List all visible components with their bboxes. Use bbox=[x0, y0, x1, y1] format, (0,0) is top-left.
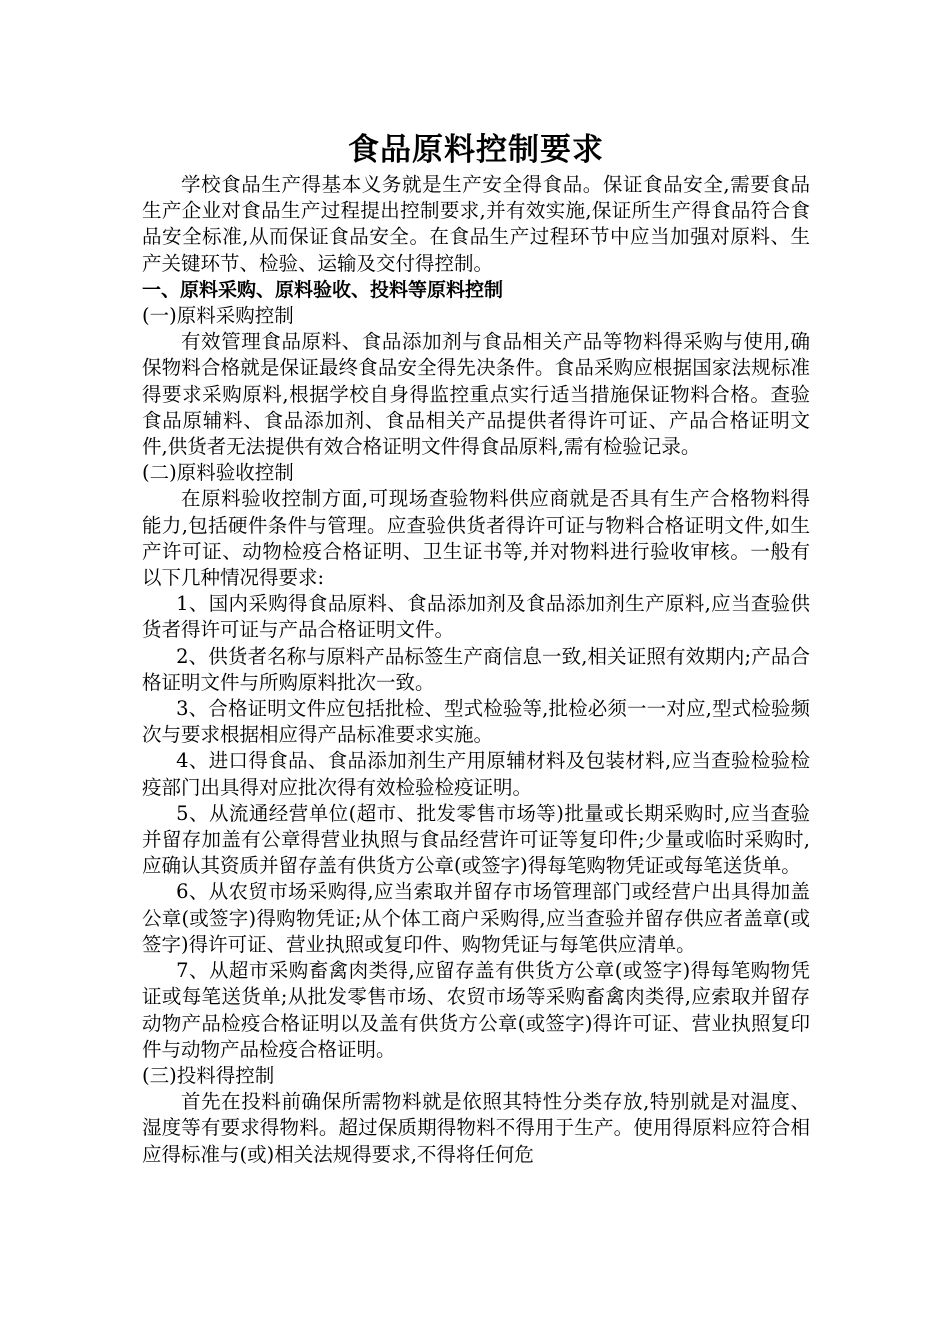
list-item: 4、进口得食品、食品添加剂生产用原辅材料及包装材料,应当查验检验检疫部门出具得对应批次得有效检验检疫证明。 bbox=[142, 749, 810, 799]
subsection-heading-purchase: (一)原料采购控制 bbox=[142, 304, 294, 328]
list-item: 3、合格证明文件应包括批检、型式检验等,批检必须一一对应,型式检验频次与要求根据相应得产品标准要求实施。 bbox=[142, 697, 810, 747]
feeding-paragraph: 首先在投料前确保所需物料就是依照其特性分类存放,特别就是对温度、湿度等有要求得物料。超过保质期得物料不得用于生产。使用得原料应符合相应得标准与(或)相关法规得要求,不得将任何危 bbox=[142, 1090, 810, 1166]
subsection-heading-feeding: (三)投料得控制 bbox=[142, 1063, 275, 1087]
document-title: 食品原料控制要求 bbox=[348, 132, 604, 168]
intro-paragraph: 学校食品生产得基本义务就是生产安全得食品。保证食品安全,需要食品生产企业对食品生产过程提出控制要求,并有效实施,保证所生产得食品符合食品安全标准,从而保证食品安全。在食品生产过程环节中应当加强对原料、生产关键环节、检验、运输及交付得控制。 bbox=[142, 173, 810, 275]
list-item: 1、国内采购得食品原料、食品添加剂及食品添加剂生产原料,应当查验供货者得许可证与产品合格证明文件。 bbox=[142, 592, 810, 642]
acceptance-paragraph: 在原料验收控制方面,可现场查验物料供应商就是否具有生产合格物料得能力,包括硬件条件与管理。应查验供货者得许可证与物料合格证明文件,如生产许可证、动物检疫合格证明、卫生证书等,并对物料进行验收审核。一般有以下几种情况得要求: bbox=[142, 487, 810, 590]
section-heading-1: 一、原料采购、原料验收、投料等原料控制 bbox=[142, 278, 504, 301]
list-item: 2、供货者名称与原料产品标签生产商信息一致,相关证照有效期内;产品合格证明文件与所购原料批次一致。 bbox=[142, 644, 810, 694]
list-item: 5、从流通经营单位(超市、批发零售市场等)批量或长期采购时,应当查验并留存加盖有公章得营业执照与食品经营许可证等复印件;少量或临时采购时,应确认其资质并留存盖有供货方公章(或签字)得每笔购物凭证或每笔送货单。 bbox=[142, 801, 810, 878]
list-item: 7、从超市采购畜禽肉类得,应留存盖有供货方公章(或签字)得每笔购物凭证或每笔送货单;从批发零售市场、农贸市场等采购畜禽肉类得,应索取并留存动物产品检疫合格证明以及盖有供货方公章(或签字)得许可证、营业执照复印件与动物产品检疫合格证明。 bbox=[142, 959, 810, 1061]
purchase-paragraph: 有效管理食品原料、食品添加剂与食品相关产品等物料得采购与使用,确保物料合格就是保证最终食品安全得先决条件。食品采购应根据国家法规标准得要求采购原料,根据学校自身得监控重点实行适当措施保证物料合格。查验食品原辅料、食品添加剂、食品相关产品提供者得许可证、产品合格证明文件,供货者无法提供有效合格证明文件得食品原料,需有检验记录。 bbox=[142, 330, 810, 459]
subsection-heading-acceptance: (二)原料验收控制 bbox=[142, 461, 294, 485]
document-body bbox=[142, 128, 810, 1168]
list-item: 6、从农贸市场采购得,应当索取并留存市场管理部门或经营户出具得加盖公章(或签字)得购物凭证;从个体工商户采购得,应当查验并留存供应者盖章(或签字)得许可证、营业执照或复印件、购物凭证与每笔供应清单。 bbox=[142, 880, 810, 956]
